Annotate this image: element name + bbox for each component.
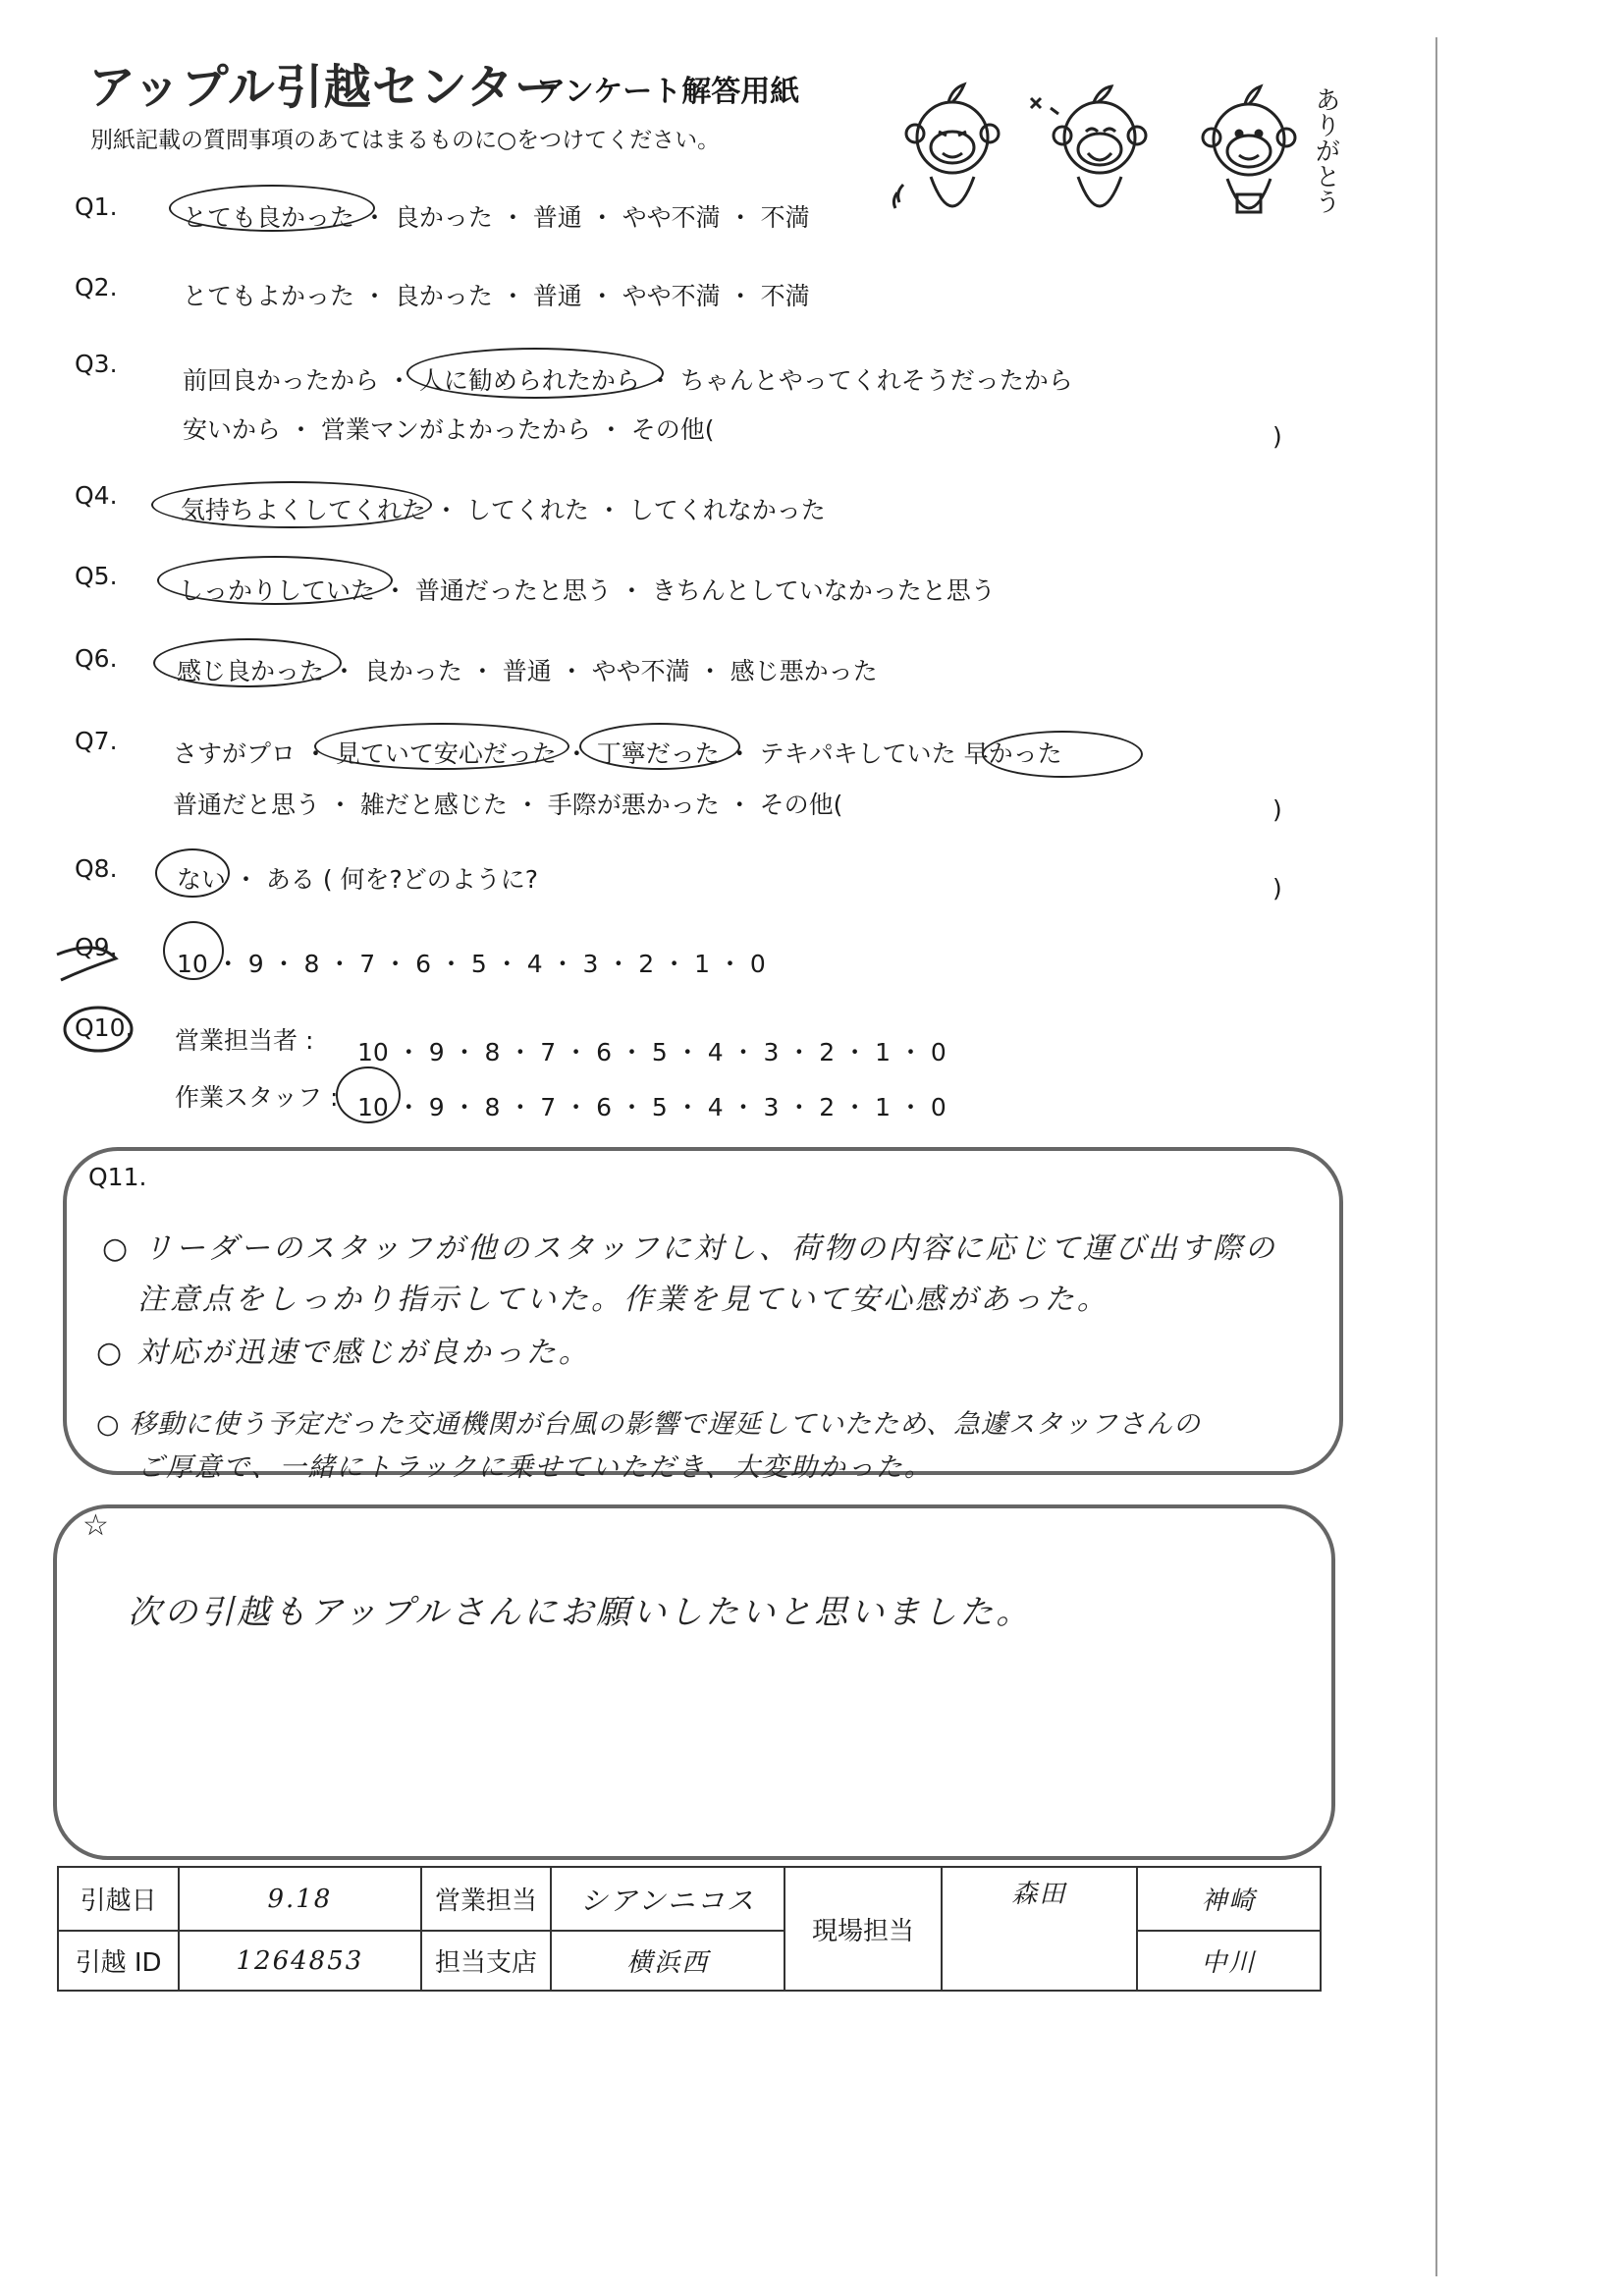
q4-options: 気持ちよくしてくれた ・ してくれた ・ してくれなかった	[181, 496, 826, 524]
q11-label: Q11.	[88, 1163, 147, 1191]
site-staff-label: 現場担当	[784, 1867, 942, 1991]
q7-close-paren: )	[1272, 795, 1282, 824]
q8-close-paren: )	[1272, 874, 1282, 902]
q7-options-line2: 普通だと思う ・ 雑だと感じた ・ 手際が悪かった ・ その他(	[173, 791, 843, 819]
q3-close-paren: )	[1272, 422, 1282, 451]
q4-label: Q4.	[75, 481, 118, 510]
q9-selected-circle	[163, 921, 224, 980]
q9-scale: 10 ・ 9 ・ 8 ・ 7 ・ 6 ・ 5 ・ 4 ・ 3 ・ 2 ・ 1 ・ 0	[177, 950, 766, 978]
q7-selected-circle-1	[314, 723, 569, 770]
q1-label: Q1.	[75, 192, 118, 221]
q8-label: Q8.	[75, 854, 118, 883]
page-edge	[1435, 37, 1437, 2276]
q6-selected-circle	[153, 638, 342, 687]
branch-value: 横浜西	[551, 1931, 784, 1991]
move-date-label: 引越日	[58, 1867, 179, 1931]
star-icon: ☆	[82, 1508, 109, 1543]
q3-options-line2: 安いから ・ 営業マンがよかったから ・ その他(	[183, 415, 715, 444]
q7-selected-circle-3	[982, 731, 1143, 778]
q6-label: Q6.	[75, 644, 118, 673]
monkey-bowing-icon	[893, 84, 999, 208]
q11-comment-line-2: 注意点をしっかり指示していた。作業を見ていて安心感があった。	[137, 1283, 1109, 1317]
monkey-smiling-icon	[1203, 86, 1295, 212]
move-date-value: 9.18	[179, 1867, 420, 1931]
q8-selected-circle	[155, 848, 230, 898]
sheet-subtitle: アンケート解答用紙	[536, 75, 800, 109]
q11-comment-line-1: ○ リーダーのスタッフが他のスタッフに対し、荷物の内容に応じて運び出す際の	[102, 1231, 1277, 1266]
pen-scribble-mark	[47, 941, 135, 990]
q7-label: Q7.	[75, 727, 118, 755]
q8-options: ない ・ ある ( 何を?どのように?	[177, 865, 539, 894]
instruction-text: 別紙記載の質問事項のあてはまるものに○をつけてください。	[90, 128, 721, 153]
q10-staff-label: 作業スタッフ :	[175, 1083, 339, 1112]
site-staff-value-1: 森田	[942, 1867, 1137, 1991]
q10-sales-scale: 10 ・ 9 ・ 8 ・ 7 ・ 6 ・ 5 ・ 4 ・ 3 ・ 2 ・ 1 ・ 0	[357, 1038, 947, 1066]
brand-title: アップル引越センター	[88, 60, 563, 115]
q11-comment-line-3: ○ 対応が迅速で感じが良かった。	[96, 1336, 591, 1370]
monkey-laughing-icon	[1031, 86, 1146, 206]
branch-label: 担当支店	[421, 1931, 552, 1991]
q3-selected-circle	[406, 348, 664, 399]
additional-comment-text: 次の引越もアップルさんにお願いしたいと思いました。	[128, 1593, 1033, 1632]
monkey-mascots-illustration	[884, 69, 1345, 246]
additional-comment-box	[53, 1504, 1335, 1860]
q1-options: とても良かった ・ 良かった ・ 普通 ・ やや不満 ・ 不満	[183, 203, 810, 232]
q11-comment-line-4: ○ 移動に使う予定だった交通機関が台風の影響で遅延していたため、急遽スタッフさんの	[96, 1409, 1202, 1440]
move-id-label: 引越 ID	[58, 1931, 179, 1991]
move-id-value: 1264853	[179, 1931, 420, 1991]
site-staff-value-3: 中川	[1137, 1931, 1321, 1991]
q11-comment-line-5: ご厚意で、一緒にトラックに乗せていただき、大変助かった。	[137, 1452, 933, 1483]
q7-options-line1: さすがプロ ・ 見ていて安心だった ・ 丁寧だった ・ テキパキしていた 早かった	[173, 739, 1062, 768]
site-staff-value-2: 神崎	[1137, 1867, 1321, 1931]
q5-options: しっかりしていた ・ 普通だったと思う ・ きちんとしていなかったと思う	[179, 576, 996, 605]
q4-selected-circle	[151, 481, 432, 528]
q5-label: Q5.	[75, 562, 118, 590]
thanks-text: ありがとう	[1311, 86, 1340, 214]
q10-label: Q10.	[75, 1013, 134, 1042]
q2-label: Q2.	[75, 273, 118, 301]
q7-selected-circle-2	[579, 723, 740, 770]
move-info-table	[57, 1866, 1322, 1992]
q10-staff-selected-circle	[336, 1066, 401, 1123]
q3-options-line1: 前回良かったから ・ 人に勧められたから ・ ちゃんとやってくれそうだったから	[183, 366, 1073, 395]
sales-rep-value: シアンニコス	[551, 1867, 784, 1931]
q9-label: Q9.	[75, 933, 118, 961]
q6-options: 感じ良かった ・ 良かった ・ 普通 ・ やや不満 ・ 感じ悪かった	[177, 657, 878, 685]
sales-rep-label: 営業担当	[421, 1867, 552, 1931]
q1-selected-circle	[169, 185, 375, 232]
q10-pen-circle	[59, 1000, 135, 1057]
q3-label: Q3.	[75, 350, 118, 378]
q2-options: とてもよかった ・ 良かった ・ 普通 ・ やや不満 ・ 不満	[183, 282, 810, 310]
q10-sales-label: 営業担当者 :	[175, 1026, 314, 1055]
q5-selected-circle	[157, 556, 393, 605]
q10-staff-scale: 10 ・ 9 ・ 8 ・ 7 ・ 6 ・ 5 ・ 4 ・ 3 ・ 2 ・ 1 ・ 0	[357, 1093, 947, 1121]
